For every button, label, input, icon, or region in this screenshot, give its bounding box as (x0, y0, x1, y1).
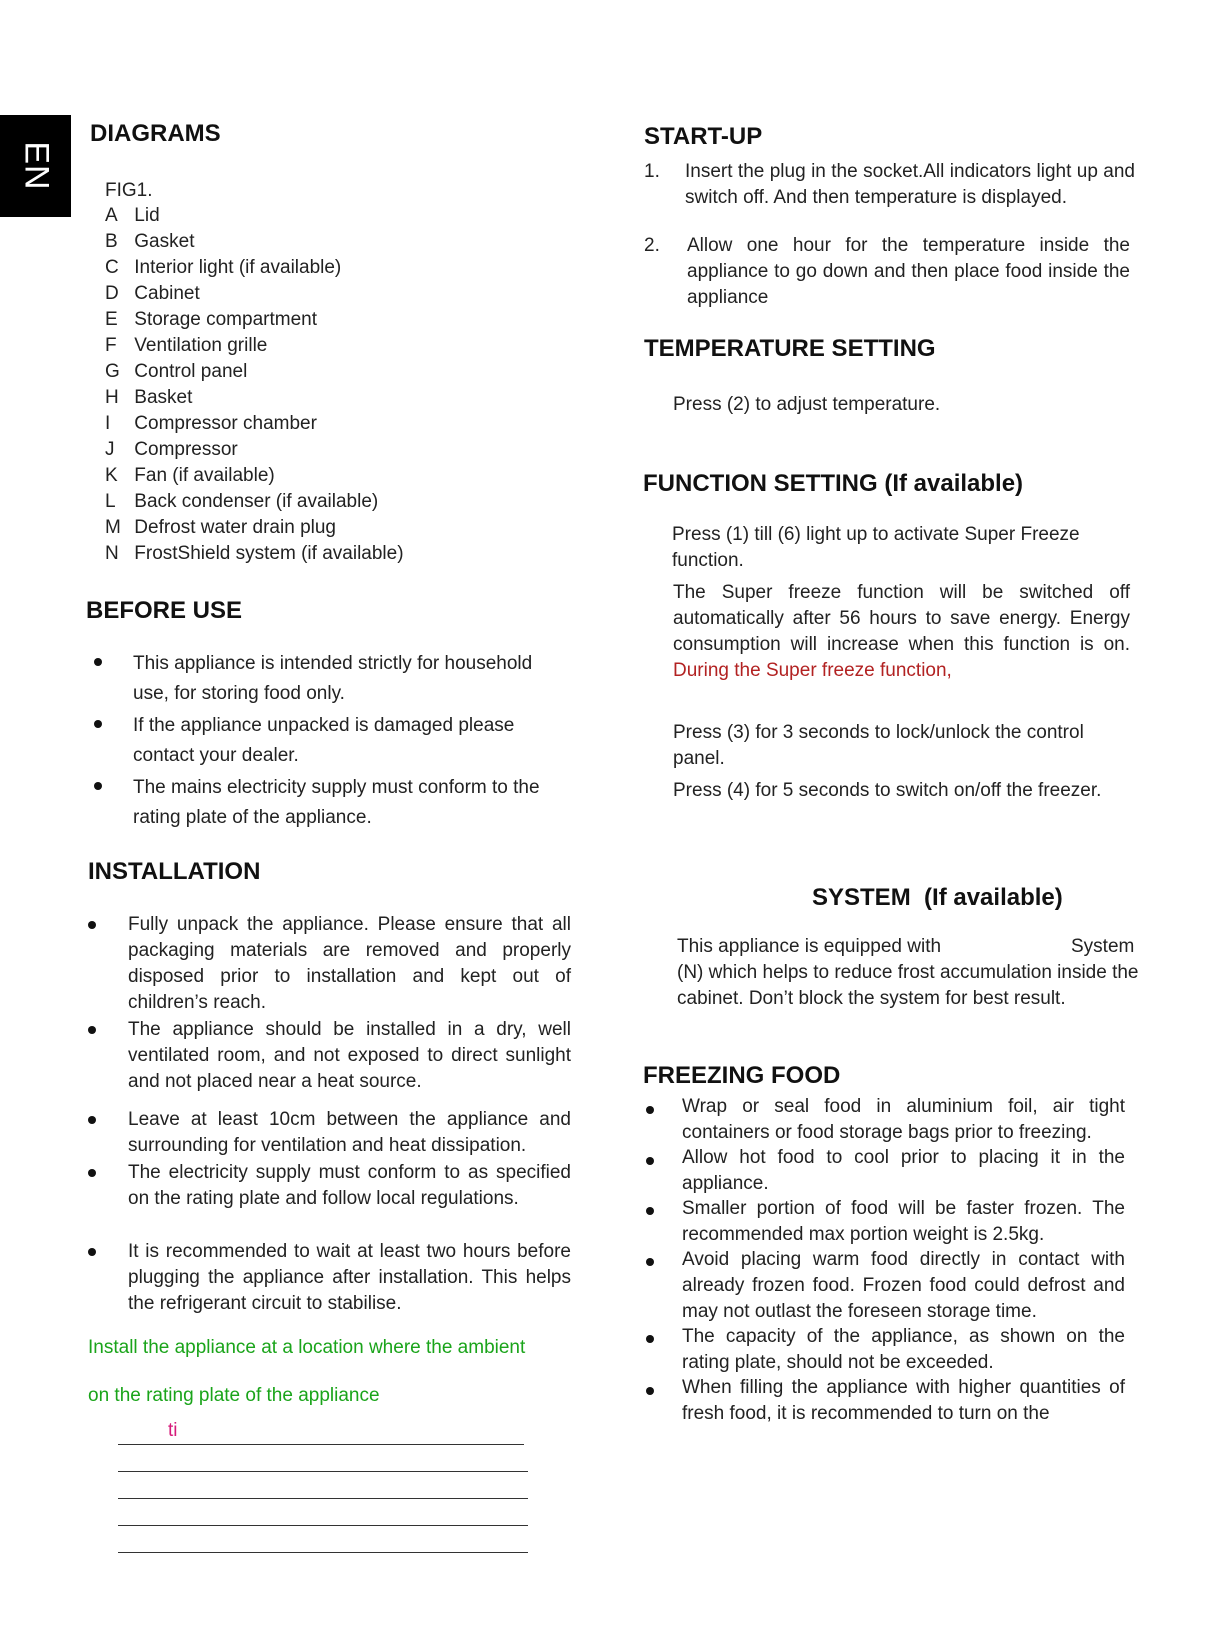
freezing-food-item: Allow hot food to cool prior to placing it in the appliance. (682, 1147, 1125, 1194)
freezing-food-item: Avoid placing warm food directly in contact with already frozen food. Frozen food could defrost and may not outlast the foreseen storage time. (682, 1249, 1125, 1322)
before-use-item (133, 711, 573, 771)
function-setting-p4: Press (4) for 5 seconds to switch on/off the freezer. (673, 780, 1102, 801)
diagram-item-text: Interior light (if available) (134, 257, 342, 278)
diagram-item-letter: J (105, 439, 115, 460)
installation-note-line: on the rating plate of the appliance (88, 1385, 380, 1406)
installation-item: Leave at least 10cm between the appliance and surrounding for ventilation and heat dissipation. (128, 1109, 571, 1156)
bullet-dot (88, 1169, 96, 1177)
system-heading (812, 884, 1063, 912)
installation-item: The electricity supply must conform to as specified on the rating plate and follow local regulations. (128, 1162, 571, 1209)
installation-item: The appliance should be installed in a dry, well ventilated room, and not exposed to direct sunlight and not placed near a heat source. (128, 1019, 571, 1092)
diagram-item-text: Defrost water drain plug (134, 517, 336, 538)
diagram-item-d (105, 281, 200, 307)
diagram-item-text: Back condenser (if available) (134, 491, 379, 512)
bullet-dot (646, 1387, 654, 1395)
diagram-item-letter: K (105, 465, 118, 486)
diagram-item-text: Storage compartment (134, 309, 317, 330)
blank-line (118, 1471, 528, 1472)
blank-line (118, 1525, 528, 1526)
diagram-item-letter: F (105, 335, 117, 356)
before-use-line: The mains electricity supply must conform to the (133, 777, 540, 798)
diagram-item-i (105, 411, 317, 437)
before-use-heading: BEFORE USE (86, 597, 243, 624)
blank-line (118, 1552, 528, 1553)
bullet-dot (88, 1026, 96, 1034)
blank-line (118, 1444, 524, 1445)
diagram-item-text: Basket (134, 387, 193, 408)
language-tab (0, 115, 71, 217)
diagram-item-text: Control panel (134, 361, 248, 382)
diagram-item-text: FrostShield system (if available) (134, 543, 404, 564)
bullet-dot (94, 782, 102, 790)
diagram-item-text: Cabinet (134, 283, 200, 304)
function-setting-p3: Press (3) for 3 seconds to lock/unlock the control panel. (673, 722, 1084, 769)
diagram-item-n (105, 541, 404, 567)
function-setting-heading: FUNCTION SETTING (If available) (643, 470, 1024, 497)
diagram-item-letter: H (105, 387, 119, 408)
diagram-item-letter: A (105, 205, 118, 226)
system-heading-suffix: (If available) (924, 884, 1063, 911)
diagram-item-letter: N (105, 543, 119, 564)
diagram-item-k (105, 463, 275, 489)
bullet-dot (94, 720, 102, 728)
fig-label: FIG1. (105, 180, 153, 201)
diagram-item-letter: E (105, 309, 118, 330)
diagram-item-e (105, 307, 317, 333)
freezing-food-item: Smaller portion of food will be faster frozen. The recommended max portion weight is 2.5kg. (682, 1198, 1125, 1245)
diagram-item-h (105, 385, 192, 411)
installation-note-line: Install the appliance at a location where the ambient (88, 1337, 526, 1358)
diagram-item-text: Ventilation grille (134, 335, 268, 356)
installation-heading: INSTALLATION (88, 858, 261, 885)
freezing-food-item: The capacity of the appliance, as shown on the rating plate, should not be exceeded. (682, 1326, 1125, 1373)
diagram-item-text: Compressor (134, 439, 238, 460)
bullet-dot (646, 1106, 654, 1114)
diagram-item-a (105, 203, 160, 229)
diagram-item-f (105, 333, 267, 359)
function-setting-p2-text: The Super freeze function will be switched off automatically after 56 hours to save energy. Energy consumption will increase when this function is on. (673, 582, 1130, 655)
freezing-food-item: When filling the appliance with higher quantities of fresh food, it is recommended to turn on the (682, 1377, 1125, 1424)
language-tab-label: EN (17, 141, 55, 191)
bullet-dot (94, 658, 102, 666)
installation-item: Fully unpack the appliance. Please ensure that all packaging materials are removed and properly disposed prior to installation and kept out of children’s reach. (128, 914, 571, 1013)
before-use-item (133, 773, 573, 833)
diagram-item-text: Compressor chamber (134, 413, 317, 434)
diagram-item-text: Gasket (134, 231, 195, 252)
bullet-dot (646, 1207, 654, 1215)
before-use-line: This appliance is intended strictly for household (133, 653, 533, 674)
start-up-step: Allow one hour for the temperature inside the appliance to go down and then place food inside the appliance (687, 235, 1130, 308)
bullet-dot (88, 1116, 96, 1124)
function-setting-p1: Press (1) till (6) light up to activate Super Freeze function. (672, 524, 1080, 571)
system-text-system: System (1071, 936, 1135, 957)
system-text-rest: (N) which helps to reduce frost accumulation inside the cabinet. Don’t block the system for best result. (677, 962, 1139, 1009)
diagram-item-m (105, 515, 336, 541)
before-use-line: rating plate of the appliance. (133, 807, 372, 828)
before-use-line: contact your dealer. (133, 745, 299, 766)
bullet-dot (646, 1157, 654, 1165)
function-setting-p2-highlight: During the Super freeze function, (673, 660, 952, 681)
bullet-dot (88, 921, 96, 929)
diagram-item-letter: M (105, 517, 121, 538)
step-number: 2. (644, 235, 660, 256)
diagram-item-letter: D (105, 283, 119, 304)
system-text-start: This appliance is equipped with (677, 936, 942, 957)
diagram-item-letter: G (105, 361, 120, 382)
start-up-step: Insert the plug in the socket.All indicators light up and switch off. And then temperature is displayed. (685, 161, 1135, 208)
step-number: 1. (644, 161, 660, 182)
bullet-dot (88, 1248, 96, 1256)
system-heading-title: SYSTEM (812, 884, 911, 911)
bullet-dot (646, 1258, 654, 1266)
temperature-setting-text: Press (2) to adjust temperature. (673, 394, 941, 415)
stray-text-fragment: ti (168, 1420, 178, 1441)
diagram-item-l (105, 489, 378, 515)
diagram-item-j (105, 437, 238, 463)
installation-item: It is recommended to wait at least two hours before plugging the appliance after installation. This helps the refrigerant circuit to stabilise. (128, 1241, 571, 1314)
diagram-item-letter: I (105, 413, 111, 434)
blank-line (118, 1498, 528, 1499)
freezing-food-heading: FREEZING FOOD (643, 1062, 841, 1089)
before-use-line: use, for storing food only. (133, 683, 345, 704)
function-setting-p2 (673, 580, 1130, 684)
diagrams-heading: DIAGRAMS (90, 120, 221, 147)
freezing-food-item: Wrap or seal food in aluminium foil, air tight containers or food storage bags prior to freezing. (682, 1096, 1125, 1143)
temperature-setting-heading: TEMPERATURE SETTING (644, 335, 936, 362)
diagram-item-letter: L (105, 491, 116, 512)
bullet-dot (646, 1335, 654, 1343)
diagram-item-text: Fan (if available) (134, 465, 275, 486)
diagram-item-letter: C (105, 257, 119, 278)
diagram-item-b (105, 229, 194, 255)
diagram-item-text: Lid (134, 205, 160, 226)
diagram-item-g (105, 359, 247, 385)
start-up-heading: START-UP (644, 123, 763, 150)
before-use-line: If the appliance unpacked is damaged please (133, 715, 515, 736)
diagram-item-letter: B (105, 231, 118, 252)
diagram-item-c (105, 255, 341, 281)
before-use-item (133, 649, 573, 709)
